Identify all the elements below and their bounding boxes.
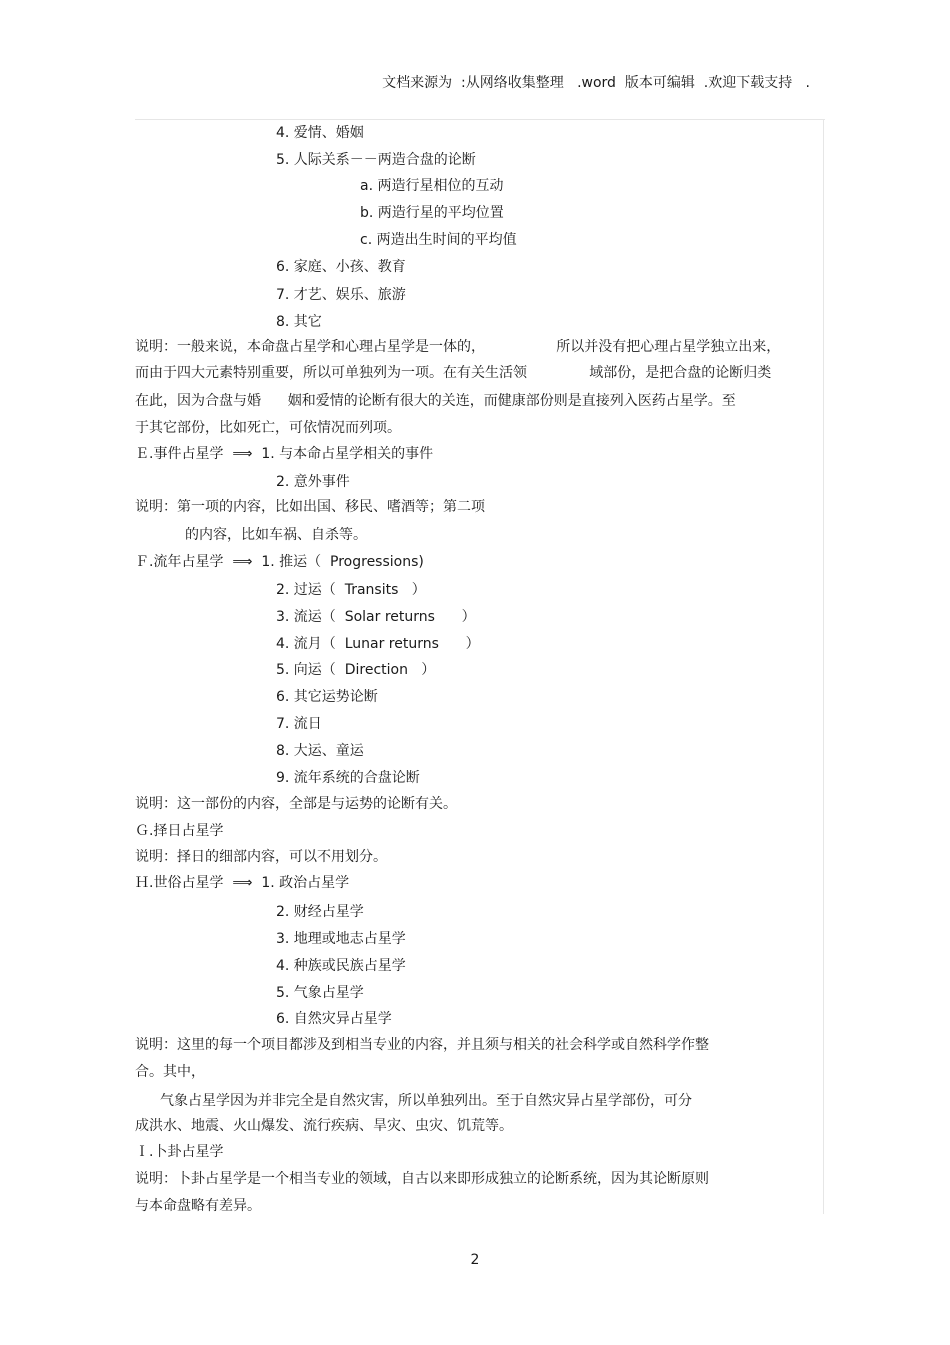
document-source-header: 文档来源为 :从网络收集整理 .word 版本可编辑 .欢迎下载支持 . [382,75,810,91]
paragraph-line: 的内容，比如车祸、自杀等。 [185,527,367,543]
section-heading: Ｇ.择日占星学 [135,823,224,839]
paragraph-line: 与本命盘略有差异。 [135,1198,261,1214]
paragraph-line: 气象占星学因为并非完全是自然灾害，所以单独列出。至于自然灾异占星学部份，可分 [160,1093,692,1109]
section-heading: Ｉ.卜卦占星学 [135,1144,224,1160]
list-item: 2. 财经占星学 [276,904,364,920]
list-item: 3. 流运（ Solar returns ） [276,609,476,625]
content-frame-right-rule [823,119,824,1214]
list-item: 4. 流月（ Lunar returns ） [276,636,480,652]
list-item: 6. 自然灾异占星学 [276,1011,392,1027]
list-item: 5. 向运（ Direction ） [276,662,436,678]
list-item: 5. 人际关系－－两造合盘的论断 [276,152,476,168]
list-item: 4. 种族或民族占星学 [276,958,406,974]
sub-list-item: a. 两造行星相位的互动 [360,178,504,194]
paragraph-line: 成洪水、地震、火山爆发、流行疾病、旱灾、虫灾、饥荒等。 [135,1118,513,1134]
paragraph-line: 说明：卜卦占星学是一个相当专业的领域，自古以来即形成独立的论断系统，因为其论断原则 [135,1171,709,1187]
list-item: 7. 流日 [276,716,322,732]
list-item: 6. 其它运势论断 [276,689,378,705]
paragraph-line: 说明：这一部份的内容，全部是与运势的论断有关。 [135,796,457,812]
list-item: 7. 才艺、娱乐、旅游 [276,287,406,303]
paragraph-line: 说明：这里的每一个项目都涉及到相当专业的内容，并且须与相关的社会科学或自然科学作整 [135,1037,709,1053]
list-item: 5. 气象占星学 [276,985,364,1001]
sub-list-item: c. 两造出生时间的平均值 [360,232,517,248]
list-item: 4. 爱情、婚姻 [276,125,364,141]
paragraph-line: 合。其中， [135,1064,205,1080]
paragraph-line: 在此，因为合盘与婚 姻和爱情的论断有很大的关连，而健康部份则是直接列入医药占星学。至 [135,393,736,409]
list-item: 2. 意外事件 [276,474,350,490]
list-item: 9. 流年系统的合盘论断 [276,770,420,786]
list-item: 8. 其它 [276,314,322,330]
list-item: 3. 地理或地志占星学 [276,931,406,947]
section-heading: Ｅ.事件占星学 ⟹ 1. 与本命占星学相关的事件 [135,446,434,462]
paragraph-line: 说明：一般来说，本命盘占星学和心理占星学是一体的， 所以并没有把心理占星学独立出来， [135,339,781,355]
list-item: 2. 过运（ Transits ） [276,582,426,598]
paragraph-line: 于其它部份，比如死亡，可依情况而列项。 [135,420,401,436]
page-number: 2 [470,1252,480,1268]
section-heading: Ｈ.世俗占星学 ⟹ 1. 政治占星学 [135,875,350,891]
list-item: 8. 大运、童运 [276,743,364,759]
list-item: 6. 家庭、小孩、教育 [276,259,406,275]
section-heading: Ｆ.流年占星学 ⟹ 1. 推运（ Progressions) [135,554,424,570]
content-frame-top-rule [135,119,825,120]
paragraph-line: 说明：第一项的内容，比如出国、移民、嗜酒等；第二项 [135,499,485,515]
sub-list-item: b. 两造行星的平均位置 [360,205,504,221]
paragraph-line: 而由于四大元素特别重要，所以可单独列为一项。在有关生活领 域部份，是把合盘的论断归类 [135,365,772,381]
paragraph-line: 说明：择日的细部内容，可以不用划分。 [135,849,387,865]
